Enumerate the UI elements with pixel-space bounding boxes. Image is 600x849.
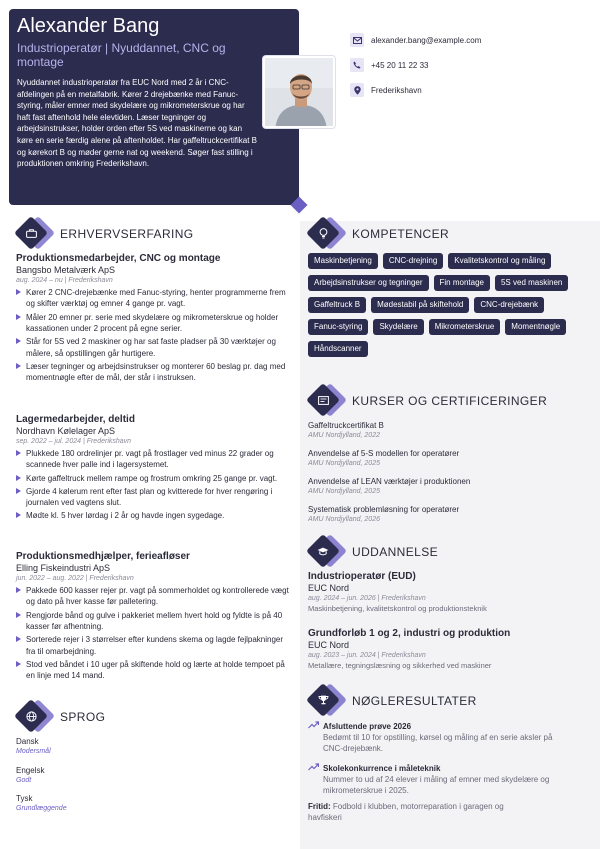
language-item	[16, 737, 51, 757]
skill-chip: Mødestabil på skiftehold	[371, 297, 469, 313]
skill-chip: Maskinbetjening	[308, 253, 378, 269]
section-heading-certs	[308, 386, 547, 416]
cert-name: Anvendelse af 5-S modellen for operatører	[308, 449, 460, 458]
skill-chip: Fanuc-styring	[308, 319, 368, 335]
free-time-label: Fritid:	[308, 802, 331, 811]
envelope-icon	[350, 33, 364, 47]
job-bullet: Læser tegninger og arbejdsinstrukser og monterer 60 beslag pr. dag med momentnøgle efter de mål, der står i instruksen.	[16, 361, 292, 384]
phone-icon	[350, 58, 364, 72]
section-badge	[16, 702, 50, 732]
language-item	[16, 766, 44, 786]
result-item	[308, 763, 592, 797]
section-title: KOMPETENCER	[352, 227, 450, 241]
lightbulb-icon	[311, 221, 335, 245]
certificate-icon	[311, 388, 335, 412]
trophy-icon	[311, 688, 335, 712]
job-bullet: Plukkede 180 ordrelinjer pr. vagt på frostlager ved minus 22 grader og scannede hver palle ind i lagersystemet.	[16, 448, 292, 471]
profile-header-card	[9, 9, 299, 205]
location-pin-icon	[350, 83, 364, 97]
cert-institution: AMU Nordjylland, 2025	[308, 488, 380, 495]
job-bullet: Måler 20 emner pr. serie med skydelære og mikrometerskrue og holder kassationen under 2 procent på egne serier.	[16, 312, 292, 335]
education-description: Metallære, tegningslæsning og sikkerhed ved maskiner	[308, 661, 492, 670]
job-bullet: Kørte gaffeltruck mellem rampe og frostrum omkring 25 gange pr. vagt.	[16, 473, 292, 484]
contact-phone[interactable]: +45 20 11 22 33	[371, 60, 429, 70]
section-heading-results	[308, 686, 477, 716]
job-entry	[16, 414, 292, 524]
cert-institution: AMU Nordjylland, 2022	[308, 432, 380, 439]
contact-email[interactable]: alexander.bang@example.com	[371, 35, 482, 45]
job-title: Produktionsmedarbejder, CNC og montage	[16, 253, 221, 264]
language-name: Engelsk	[16, 766, 45, 775]
candidate-headline: Industrioperatør | Nyuddannet, CNC og montage	[17, 41, 226, 69]
section-heading-skills	[308, 219, 449, 249]
cert-name: Systematisk problemløsning for operatører	[308, 505, 460, 514]
section-badge	[16, 219, 50, 249]
job-bullet: Rengjorde bånd og gulve i pakkeriet mellem hvert hold og fyldte is på 40 kasser før afhentning.	[16, 610, 292, 633]
cert-name: Anvendelse af LEAN værktøjer i produktionen	[308, 477, 471, 486]
job-bullet: Mødte kl. 5 hver lørdag i 2 år og havde ingen sygedage.	[16, 510, 292, 521]
section-heading-experience	[16, 219, 194, 249]
contact-block	[350, 33, 481, 108]
result-description: Bedømt til 10 for opstilling, kørsel og måling af en serie aksler på CNC-drejebænk.	[323, 733, 553, 754]
job-bullet: Sorterede rejer i 3 størrelser efter kundens skema og lagde fejlpakninger fra til omarbejdning.	[16, 634, 292, 657]
job-company: Elling Fiskeindustri ApS	[16, 563, 111, 573]
profile-photo	[263, 56, 335, 128]
skill-chip: Kvalitetskontrol og måling	[448, 253, 551, 269]
skill-chip: Gaffeltruck B	[308, 297, 366, 313]
skill-chip: Momentnøgle	[505, 319, 566, 335]
education-title: Industrioperatør (EUD)	[308, 571, 416, 582]
section-title: ERHVERVSERFARING	[60, 227, 194, 241]
language-level: Godt	[16, 777, 32, 784]
cert-institution: AMU Nordjylland, 2026	[308, 516, 380, 523]
cert-item	[308, 421, 384, 441]
language-name: Tysk	[16, 794, 33, 803]
job-entry	[16, 253, 292, 385]
job-bullet: Kører 2 CNC-drejebænke med Fanuc-styring, henter programmerne frem og skifter værktøj og emner 4 gange pr. vagt.	[16, 287, 292, 310]
skill-chip: Skydelære	[373, 319, 423, 335]
language-name: Dansk	[16, 737, 39, 746]
job-company: Nordhavn Kølelager ApS	[16, 426, 116, 436]
cert-name: Gaffeltruckcertifikat B	[308, 421, 384, 430]
skill-chip: CNC-drejning	[383, 253, 443, 269]
decorative-diamond	[291, 197, 308, 214]
skills-chip-list	[308, 253, 592, 363]
graduation-cap-icon	[311, 539, 335, 563]
section-badge	[308, 686, 342, 716]
skill-chip: Fin montage	[434, 275, 490, 291]
education-meta: aug. 2024 – jun. 2026 | Frederikshavn	[308, 595, 426, 602]
contact-location-row	[350, 83, 481, 97]
free-time	[308, 801, 538, 824]
skill-chip: Arbejdsinstrukser og tegninger	[308, 275, 429, 291]
education-school: EUC Nord	[308, 583, 350, 593]
contact-location: Frederikshavn	[371, 85, 422, 95]
education-description: Maskinbetjening, kvalitetskontrol og produktionsteknik	[308, 604, 487, 613]
job-bullet: Står for 5S ved 2 maskiner og har sat faste pladser på 30 værktøjer og målere, så opstillingen går hurtigere.	[16, 336, 292, 359]
education-meta: aug. 2023 – jun. 2024 | Frederikshavn	[308, 652, 426, 659]
section-title: NØGLERESULTATER	[352, 694, 477, 708]
cert-institution: AMU Nordjylland, 2025	[308, 460, 380, 467]
job-bullet: Pakkede 600 kasser rejer pr. vagt på sommerholdet og kontrollerede vægt og dato på hver kasse før palletering.	[16, 585, 292, 608]
candidate-name: Alexander Bang	[17, 15, 160, 37]
education-school: EUC Nord	[308, 640, 350, 650]
contact-email-row[interactable]	[350, 33, 481, 47]
cert-item	[308, 449, 459, 469]
result-description: Nummer to ud af 24 elever i måling af emner med skydelære og mikrometerskrue i 2025.	[323, 775, 550, 796]
trend-up-icon	[308, 763, 320, 774]
education-entry	[308, 628, 592, 671]
skill-chip: CNC-drejebænk	[474, 297, 544, 313]
education-entry	[308, 571, 592, 614]
education-title: Grundforløb 1 og 2, industri og produktion	[308, 628, 511, 639]
section-title: KURSER OG CERTIFICERINGER	[352, 394, 548, 408]
section-badge	[308, 219, 342, 249]
skill-chip: Mikrometerskrue	[429, 319, 501, 335]
language-level: Grundlæggende	[16, 805, 67, 812]
job-meta: jun. 2022 – aug. 2022 | Frederikshavn	[16, 575, 134, 582]
contact-phone-row[interactable]	[350, 58, 481, 72]
result-title: Skolekonkurrence i måleteknik	[323, 764, 441, 773]
job-title: Lagermedarbejder, deltid	[16, 414, 135, 425]
globe-icon	[19, 704, 43, 728]
section-title: SPROG	[60, 710, 106, 724]
job-meta: sep. 2022 – jul. 2024 | Frederikshavn	[16, 438, 132, 445]
job-title: Produktionsmedhjælper, ferieafløser	[16, 551, 190, 562]
skill-chip: Håndscanner	[308, 341, 368, 357]
language-level: Modersmål	[16, 748, 51, 755]
section-badge	[308, 386, 342, 416]
trend-up-icon	[308, 721, 320, 732]
job-entry	[16, 551, 292, 683]
section-title: UDDANNELSE	[352, 545, 439, 559]
job-bullet: Gjorde 4 kølerum rent efter fast plan og kvitterede for hver rengøring i journalen ved vagtens slut.	[16, 486, 292, 509]
skill-chip: 5S ved maskinen	[495, 275, 568, 291]
result-item	[308, 721, 592, 755]
profile-summary: Nyuddannet industrioperatør fra EUC Nord med 2 år i CNC-afdelingen på en metalfabrik. Kører 2 drejebænke med Fanuc-styring, måler emner med skydelære og mikrometerskrue og har haft fast aftenhold hele elevtiden. Læser tegninger og arbejdsinstrukser, holder orden efter 5S ved maskinerne og kan køre en serie færdig alene på aftenholdet. Har gaffeltruckcertifikat B og kørekort B og møder gerne nat og weekend. Søger fast stilling i produktionen omkring Frederikshavn.	[17, 78, 257, 169]
section-heading-languages	[16, 702, 105, 732]
job-bullet: Stod ved båndet i 10 uger på skiftende hold og lærte at holde tempoet på en linje med 14 mand.	[16, 659, 292, 682]
section-badge	[308, 537, 342, 567]
free-time-text: Fodbold i klubben, motorreparation i garagen og havfiskeri	[308, 802, 504, 823]
job-meta: aug. 2024 – nu | Frederikshavn	[16, 277, 113, 284]
language-item	[16, 794, 67, 814]
section-heading-education	[308, 537, 438, 567]
cert-item	[308, 505, 459, 525]
result-title: Afsluttende prøve 2026	[323, 722, 412, 731]
cert-item	[308, 477, 470, 497]
job-company: Bangsbo Metalværk ApS	[16, 265, 116, 275]
briefcase-icon	[19, 221, 43, 245]
